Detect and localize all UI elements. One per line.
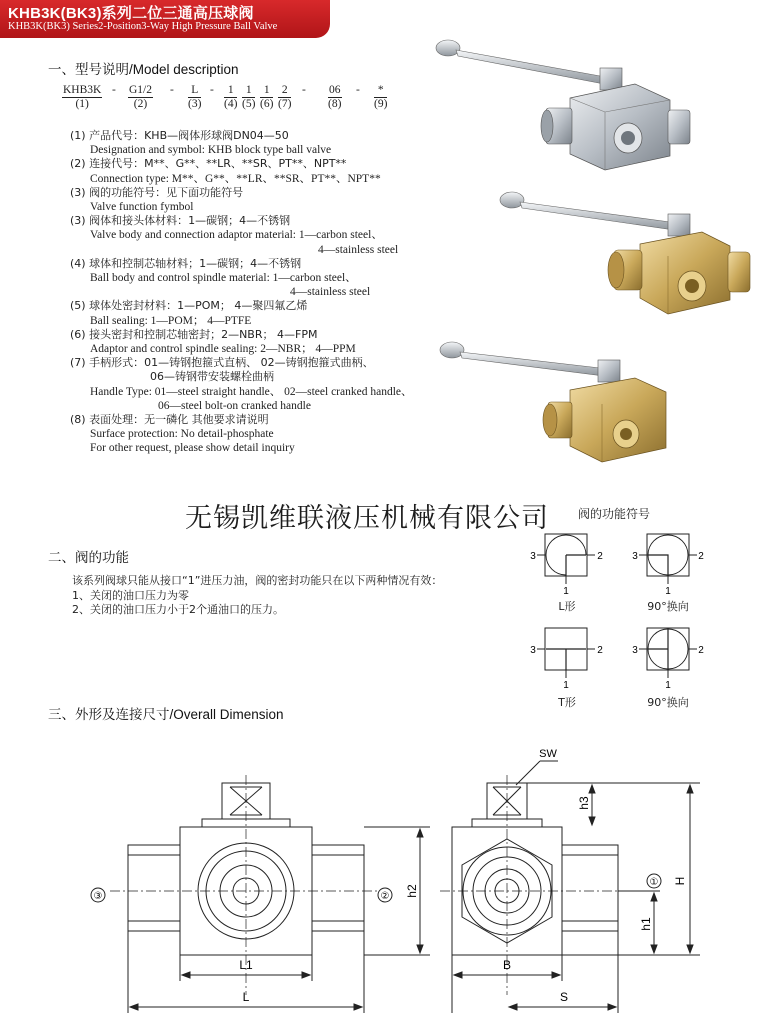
item-line: 4—stainless steel <box>318 243 399 256</box>
item-line: Adaptor and control spindle sealing: 2—NBR； 4—PPM <box>90 343 356 356</box>
code-index: (6) <box>260 98 274 110</box>
model-code-1 <box>62 84 102 111</box>
item-line: Surface protection: No detail-phosphate <box>90 428 274 441</box>
port-2-label: ② <box>380 891 390 902</box>
code-index: (4) <box>224 98 238 110</box>
item-line: (4) 球体和控制芯轴材料；1—碳钢；4—不锈钢 <box>70 256 302 270</box>
item-line: Designation and symbol: KHB block type ball valve <box>90 144 332 157</box>
function-line: 1、关闭的油口压力为零 <box>72 588 189 602</box>
item-line: For other request, please show detail inquiry <box>90 442 295 455</box>
model-code-9 <box>374 84 387 111</box>
code: 1 <box>242 84 255 98</box>
model-code-6 <box>260 84 273 111</box>
port-label: 3 <box>530 645 536 656</box>
dimension-drawing <box>0 735 780 1035</box>
dim-h: H <box>673 876 687 886</box>
model-item-list <box>70 129 413 456</box>
code-index: (9) <box>374 98 388 110</box>
item-line: (5) 球体处密封材料：1—POM； 4—聚四氟乙烯 <box>70 299 308 313</box>
function-line: 2、关闭的油口压力小于2个通油口的压力。 <box>72 603 284 616</box>
company-watermark: 无锡凯维联液压机械有限公司 <box>185 503 549 534</box>
function-symbol-title: 阀的功能符号 <box>578 507 651 521</box>
port-label: 3 <box>632 645 638 656</box>
symbol-t-shape <box>530 628 603 691</box>
symbol-90-turn-2 <box>632 628 704 691</box>
product-photos <box>430 38 765 493</box>
port-label: 2 <box>597 551 603 562</box>
dim-l: L <box>242 990 250 1004</box>
section-function-title: 二、阀的功能 <box>48 550 129 565</box>
section-dimension-title: 三、外形及连接尺寸/Overall Dimension <box>48 707 284 722</box>
code: 1 <box>224 84 237 98</box>
port-label: 2 <box>698 645 704 656</box>
dim-h1: h1 <box>639 917 653 931</box>
code: 1 <box>260 84 273 98</box>
item-line: (7) 手柄形式：01—铸钢抱箍式直柄、 02—铸钢抱箍式曲柄、 <box>70 356 374 370</box>
function-symbol-diagrams <box>525 528 725 718</box>
port-label: 2 <box>698 551 704 562</box>
item-line: Connection type: M**、G**、**LR、**SR、PT**、NPT** <box>90 172 381 185</box>
section-model-title: 一、型号说明/Model description <box>48 62 239 77</box>
code-index: (2) <box>133 98 148 110</box>
model-code-7 <box>278 84 291 111</box>
item-line: (2) 连接代号：M**、G**、**LR、**SR、PT**、NPT** <box>70 157 347 171</box>
code-separator: - <box>112 84 116 96</box>
port-label: 1 <box>563 680 569 691</box>
code-index: (5) <box>242 98 256 110</box>
front-view <box>91 775 430 1013</box>
brass-ball-valve-photo-2 <box>440 342 666 462</box>
dim-sw: SW <box>539 748 557 760</box>
model-code-8 <box>328 84 342 111</box>
code: * <box>374 84 387 98</box>
dim-b: B <box>502 958 512 972</box>
code-separator: - <box>356 84 360 96</box>
code-separator: - <box>302 84 306 96</box>
dim-h2: h2 <box>405 884 419 898</box>
steel-ball-valve-photo <box>436 40 690 170</box>
item-line: Valve function fymbol <box>90 201 194 214</box>
code: L <box>188 84 201 98</box>
item-line: 4—stainless steel <box>290 286 371 299</box>
code: 06 <box>329 84 341 96</box>
code-separator: - <box>210 84 214 96</box>
symbol-90-turn-1 <box>632 534 704 597</box>
port-1-label: ① <box>649 877 659 888</box>
item-line: (1) 产品代号：KHB—阀体形球阀DN04—50 <box>70 129 289 142</box>
item-line: (3) 阀体和接头体材料：1—碳钢；4—不锈钢 <box>70 214 291 228</box>
page-subtitle: KHB3K(BK3) Series2-Position3-Way High Pressure Ball Valve <box>8 21 278 32</box>
model-code-4 <box>224 84 237 111</box>
side-view <box>440 761 700 1013</box>
symbol-label-90-1: 90°换向 <box>647 600 689 613</box>
port-label: 1 <box>563 586 569 597</box>
code: G1/2 <box>129 84 152 96</box>
port-label: 1 <box>665 586 671 597</box>
symbol-label-t: T形 <box>558 696 576 709</box>
code-separator: - <box>170 84 174 96</box>
item-line: Handle Type: 01—steel straight handle、 02—steel cranked handle、 <box>90 385 413 398</box>
port-label: 1 <box>665 680 671 691</box>
item-line: (3) 阀的功能符号：见下面功能符号 <box>70 185 244 199</box>
function-description <box>72 574 442 618</box>
brass-ball-valve-photo-1 <box>500 192 750 314</box>
dim-h3: h3 <box>577 796 591 810</box>
page-title: KHB3K(BK3)系列二位三通高压球阀 <box>8 5 254 22</box>
code-index: (3) <box>188 98 202 110</box>
model-code-5 <box>242 84 255 111</box>
model-code-3 <box>188 84 201 111</box>
item-line: 06—steel bolt-on cranked handle <box>158 399 311 412</box>
code: 2 <box>278 84 291 98</box>
code-index: (1) <box>75 98 89 110</box>
symbol-label-l: L形 <box>558 600 576 613</box>
dim-s: S <box>559 990 569 1004</box>
code: KHB3K <box>63 84 102 96</box>
item-line: Valve body and connection adaptor material: 1—carbon steel、 <box>90 229 383 242</box>
symbol-label-90-2: 90°换向 <box>647 696 689 709</box>
item-line: (6) 接头密封和控制芯轴密封；2—NBR； 4—FPM <box>70 327 318 341</box>
item-line: (8) 表面处理：无一磷化 其他要求请说明 <box>70 413 269 427</box>
port-label: 3 <box>530 551 536 562</box>
port-label: 2 <box>597 645 603 656</box>
function-line: 该系列阀球只能从接口“1”进压力油，阀的密封功能只在以下两种情况有效： <box>72 574 443 587</box>
model-code-2 <box>128 84 153 111</box>
item-line: 06—铸钢带安装螺栓曲柄 <box>150 370 274 384</box>
dim-l1: L1 <box>239 958 253 972</box>
symbol-l-shape <box>530 534 603 597</box>
item-line: Ball body and control spindle material: 1—carbon steel、 <box>90 272 357 285</box>
code-index: (7) <box>278 98 292 110</box>
port-label: 3 <box>632 551 638 562</box>
code-index: (8) <box>328 98 342 110</box>
item-line: Ball sealing: 1—POM； 4—PTFE <box>90 314 252 327</box>
port-3-label: ③ <box>93 891 103 902</box>
